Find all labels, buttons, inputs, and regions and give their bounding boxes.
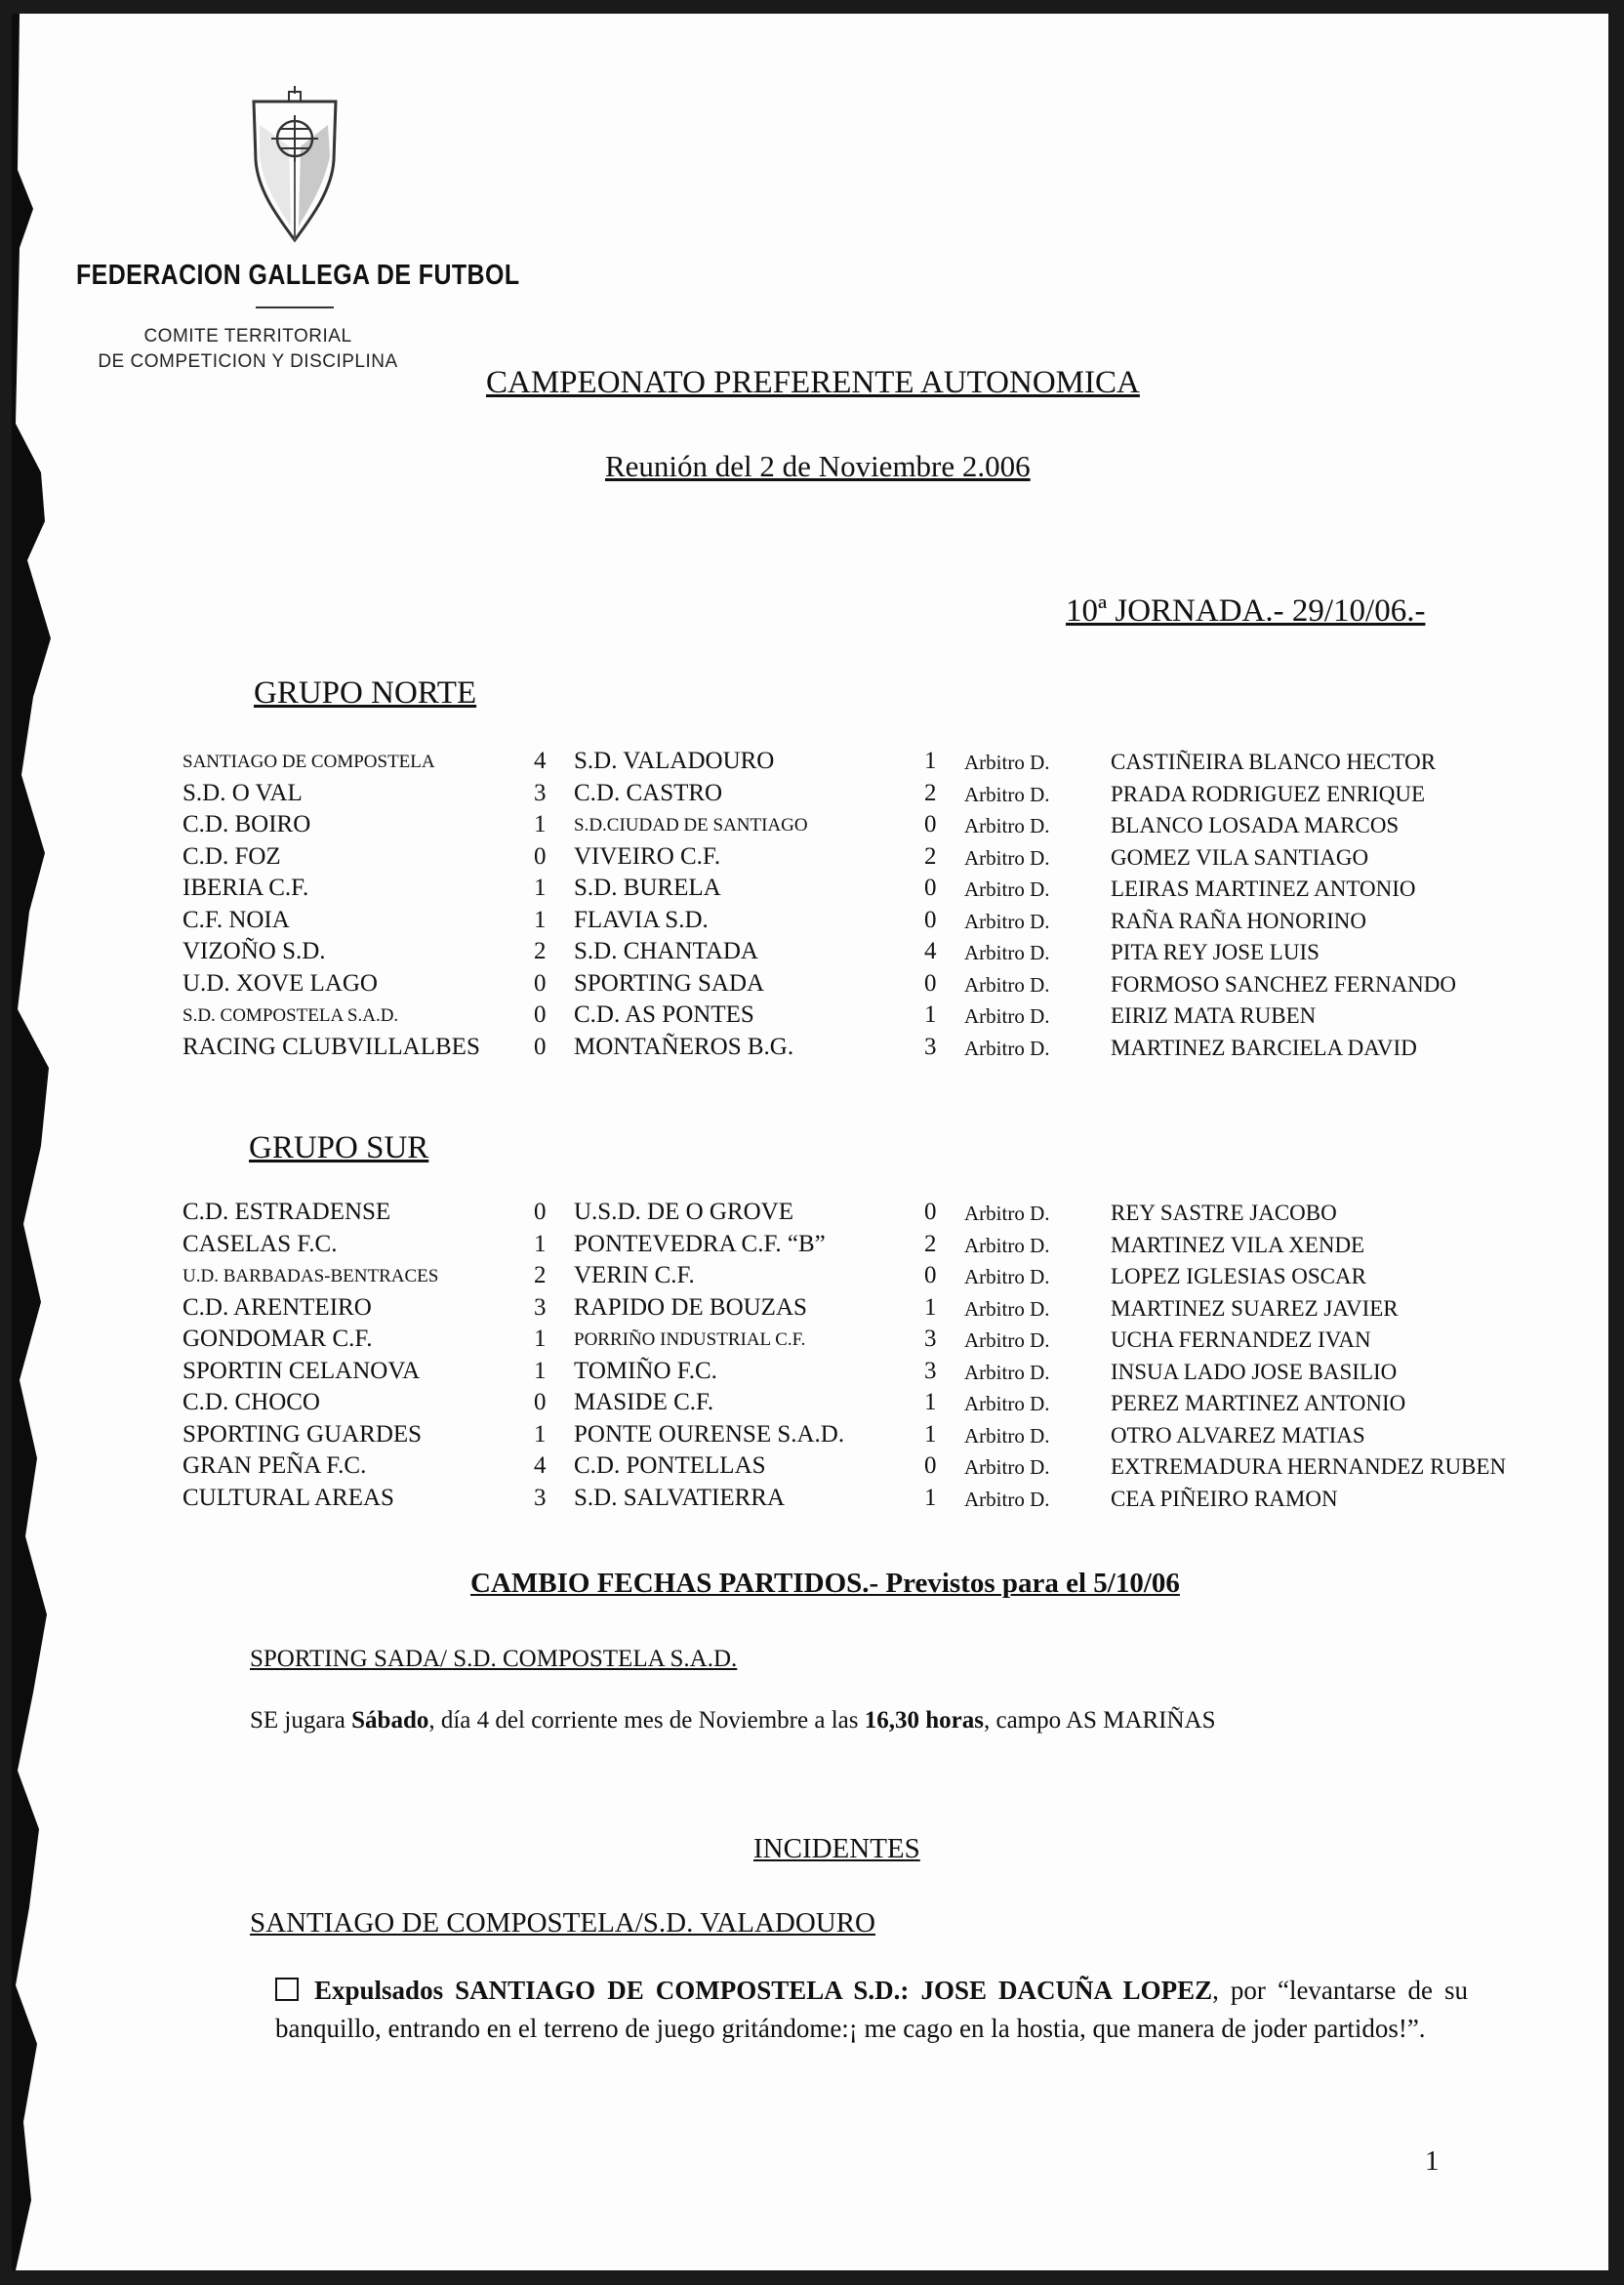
referee-name: LOPEZ IGLESIAS OSCAR <box>1111 1264 1366 1288</box>
away-score: 3 <box>924 1358 937 1384</box>
away-score: 1 <box>924 1485 937 1511</box>
home-team: S.D. COMPOSTELA S.A.D. <box>183 1005 399 1026</box>
federation-divider <box>256 306 334 308</box>
match-row <box>12 780 1608 811</box>
home-score: 1 <box>534 811 547 837</box>
referee-name: LEIRAS MARTINEZ ANTONIO <box>1111 877 1416 901</box>
home-score: 1 <box>534 907 547 933</box>
arbitro-label: Arbitro D. <box>964 1202 1050 1225</box>
away-team: C.D. PONTELLAS <box>574 1452 766 1479</box>
away-score: 4 <box>924 938 937 964</box>
away-score: 2 <box>924 780 937 806</box>
cambio-day: Sábado <box>351 1707 429 1734</box>
away-score: 2 <box>924 843 937 870</box>
home-team: S.D. O VAL <box>183 780 303 806</box>
home-score: 4 <box>534 1452 547 1479</box>
home-score: 0 <box>534 1389 547 1415</box>
away-score: 1 <box>924 1389 937 1415</box>
away-team: TOMIÑO F.C. <box>574 1358 717 1384</box>
page-number: 1 <box>1425 2145 1440 2177</box>
away-score: 3 <box>924 1326 937 1352</box>
home-team: GRAN PEÑA F.C. <box>183 1452 367 1479</box>
checkbox-bullet-icon <box>275 1978 299 2001</box>
home-team: SANTIAGO DE COMPOSTELA <box>183 752 435 772</box>
away-team: FLAVIA S.D. <box>574 907 709 933</box>
match-row <box>12 970 1608 1001</box>
away-team: S.D. BURELA <box>574 875 721 901</box>
referee-name: CASTIÑEIRA BLANCO HECTOR <box>1111 750 1437 774</box>
home-team: C.D. ESTRADENSE <box>183 1199 391 1225</box>
match-row <box>12 1231 1608 1262</box>
referee-name: OTRO ALVAREZ MATIAS <box>1111 1423 1365 1448</box>
home-team: SPORTIN CELANOVA <box>183 1358 421 1384</box>
away-score: 0 <box>924 875 937 901</box>
home-team: C.D. FOZ <box>183 843 281 870</box>
arbitro-label: Arbitro D. <box>964 1455 1050 1479</box>
arbitro-label: Arbitro D. <box>964 1392 1050 1415</box>
home-team: CULTURAL AREAS <box>183 1485 394 1511</box>
arbitro-label: Arbitro D. <box>964 1328 1050 1352</box>
grupo-sur-title: GRUPO SUR <box>249 1130 429 1165</box>
away-score: 3 <box>924 1034 937 1060</box>
cambio-text-3: , campo AS MARIÑAS <box>983 1707 1216 1734</box>
away-score: 2 <box>924 1231 937 1257</box>
home-score: 1 <box>534 1421 547 1448</box>
arbitro-label: Arbitro D. <box>964 1361 1050 1384</box>
match-row <box>12 907 1608 938</box>
committee-name <box>62 324 433 375</box>
home-team: IBERIA C.F. <box>183 875 309 901</box>
arbitro-label: Arbitro D. <box>964 751 1050 774</box>
home-team: RACING CLUBVILLALBES <box>183 1034 480 1060</box>
arbitro-label: Arbitro D. <box>964 814 1050 837</box>
home-team: C.D. ARENTEIRO <box>183 1294 372 1321</box>
away-team: PONTE OURENSE S.A.D. <box>574 1421 845 1448</box>
home-score: 1 <box>534 1231 547 1257</box>
match-row <box>12 1199 1608 1230</box>
home-team: U.D. BARBADAS-BENTRACES <box>183 1266 439 1286</box>
away-score: 1 <box>924 748 937 774</box>
away-score: 0 <box>924 811 937 837</box>
referee-name: GOMEZ VILA SANTIAGO <box>1111 845 1369 870</box>
referee-name: PEREZ MARTINEZ ANTONIO <box>1111 1391 1406 1415</box>
cambio-details <box>250 1707 1215 1734</box>
home-score: 1 <box>534 1326 547 1352</box>
arbitro-label: Arbitro D. <box>964 846 1050 870</box>
away-team: VIVEIRO C.F. <box>574 843 721 870</box>
match-row <box>12 1358 1608 1389</box>
away-team: S.D. CHANTADA <box>574 938 758 964</box>
arbitro-label: Arbitro D. <box>964 1488 1050 1511</box>
torn-left-edge <box>12 14 70 2270</box>
cambio-match: SPORTING SADA/ S.D. COMPOSTELA S.A.D. <box>250 1646 738 1672</box>
home-score: 2 <box>534 938 547 964</box>
cambio-time: 16,30 horas <box>864 1707 984 1734</box>
away-team: RAPIDO DE BOUZAS <box>574 1294 807 1321</box>
home-score: 4 <box>534 748 547 774</box>
match-row <box>12 748 1608 779</box>
home-score: 2 <box>534 1262 547 1288</box>
away-team: C.D. AS PONTES <box>574 1001 754 1028</box>
arbitro-label: Arbitro D. <box>964 1265 1050 1288</box>
home-team: C.F. NOIA <box>183 907 290 933</box>
away-team: U.S.D. DE O GROVE <box>574 1199 793 1225</box>
referee-name: MARTINEZ SUAREZ JAVIER <box>1111 1296 1399 1321</box>
home-team: C.D. BOIRO <box>183 811 311 837</box>
away-score: 0 <box>924 1199 937 1225</box>
away-score: 0 <box>924 1262 937 1288</box>
home-score: 1 <box>534 875 547 901</box>
away-team: SPORTING SADA <box>574 970 765 997</box>
home-score: 0 <box>534 970 547 997</box>
home-team: U.D. XOVE LAGO <box>183 970 378 997</box>
match-row <box>12 1452 1608 1484</box>
committee-line-1: COMITE TERRITORIAL <box>143 326 352 347</box>
match-row <box>12 1326 1608 1357</box>
arbitro-label: Arbitro D. <box>964 877 1050 901</box>
arbitro-label: Arbitro D. <box>964 1004 1050 1028</box>
grupo-norte-title: GRUPO NORTE <box>254 675 477 711</box>
away-score: 1 <box>924 1421 937 1448</box>
referee-name: FORMOSO SANCHEZ FERNANDO <box>1111 972 1456 997</box>
home-team: GONDOMAR C.F. <box>183 1326 373 1352</box>
away-team: MONTAÑEROS B.G. <box>574 1034 794 1060</box>
match-row <box>12 1389 1608 1420</box>
referee-name: RAÑA RAÑA HONORINO <box>1111 909 1366 933</box>
match-row <box>12 811 1608 842</box>
away-team: S.D. SALVATIERRA <box>574 1485 786 1511</box>
arbitro-label: Arbitro D. <box>964 941 1050 964</box>
home-team: SPORTING GUARDES <box>183 1421 423 1448</box>
away-score: 0 <box>924 970 937 997</box>
match-row <box>12 1034 1608 1065</box>
away-team: S.D. VALADOURO <box>574 748 775 774</box>
match-row <box>12 1001 1608 1033</box>
away-team: VERIN C.F. <box>574 1262 695 1288</box>
away-team: MASIDE C.F. <box>574 1389 714 1415</box>
referee-name: EXTREMADURA HERNANDEZ RUBEN <box>1111 1454 1507 1479</box>
incidente-expulsados: Expulsados SANTIAGO DE COMPOSTELA S.D.: JOSE DACUÑA LOPEZ <box>314 1976 1213 2005</box>
arbitro-label: Arbitro D. <box>964 783 1050 806</box>
federation-name: FEDERACION GALLEGA DE FUTBOL <box>76 260 520 291</box>
home-score: 3 <box>534 780 547 806</box>
jornada-heading: 10ª JORNADA.- 29/10/06.- <box>1066 593 1426 629</box>
home-score: 0 <box>534 1001 547 1028</box>
referee-name: REY SASTRE JACOBO <box>1111 1201 1337 1225</box>
referee-name: PITA REY JOSE LUIS <box>1111 940 1320 964</box>
incidente-match: SANTIAGO DE COMPOSTELA/S.D. VALADOURO <box>250 1907 876 1938</box>
arbitro-label: Arbitro D. <box>964 1234 1050 1257</box>
away-team: S.D.CIUDAD DE SANTIAGO <box>574 815 808 836</box>
home-score: 0 <box>534 1199 547 1225</box>
home-score: 1 <box>534 1358 547 1384</box>
incidentes-title: INCIDENTES <box>753 1833 920 1864</box>
arbitro-label: Arbitro D. <box>964 1037 1050 1060</box>
incidente-text: , por “levantarse de su banquillo, entrando en el terreno de juego gritándome:¡ me cago en la hostia, que manera de joder partidos!”. <box>275 1976 1468 2043</box>
referee-name: INSUA LADO JOSE BASILIO <box>1111 1360 1398 1384</box>
match-row <box>12 1421 1608 1452</box>
meeting-date: Reunión del 2 de Noviembre 2.006 <box>605 449 1031 483</box>
match-row <box>12 875 1608 906</box>
arbitro-label: Arbitro D. <box>964 910 1050 933</box>
referee-name: CEA PIÑEIRO RAMON <box>1111 1487 1338 1511</box>
home-score: 3 <box>534 1485 547 1511</box>
arbitro-label: Arbitro D. <box>964 1424 1050 1448</box>
home-team: C.D. CHOCO <box>183 1389 320 1415</box>
away-score: 1 <box>924 1001 937 1028</box>
document-title: CAMPEONATO PREFERENTE AUTONOMICA <box>486 365 1140 400</box>
away-score: 0 <box>924 1452 937 1479</box>
home-score: 0 <box>534 1034 547 1060</box>
federation-shield-logo <box>246 84 344 244</box>
match-row <box>12 843 1608 875</box>
referee-name: BLANCO LOSADA MARCOS <box>1111 813 1400 837</box>
referee-name: MARTINEZ VILA XENDE <box>1111 1233 1365 1257</box>
referee-name: MARTINEZ BARCIELA DAVID <box>1111 1036 1417 1060</box>
committee-line-2: DE COMPETICION Y DISCIPLINA <box>98 351 398 372</box>
cambio-fechas-title: CAMBIO FECHAS PARTIDOS.- Previstos para el 5/10/06 <box>470 1568 1180 1599</box>
away-team: PORRIÑO INDUSTRIAL C.F. <box>574 1329 806 1350</box>
cambio-text-1: SE jugara <box>250 1707 352 1734</box>
match-row <box>12 938 1608 969</box>
arbitro-label: Arbitro D. <box>964 1297 1050 1321</box>
away-team: C.D. CASTRO <box>574 780 723 806</box>
home-team: CASELAS F.C. <box>183 1231 338 1257</box>
referee-name: EIRIZ MATA RUBEN <box>1111 1003 1317 1028</box>
referee-name: UCHA FERNANDEZ IVAN <box>1111 1327 1371 1352</box>
home-score: 0 <box>534 843 547 870</box>
incidente-paragraph <box>275 1972 1468 2048</box>
away-score: 1 <box>924 1294 937 1321</box>
home-score: 3 <box>534 1294 547 1321</box>
referee-name: PRADA RODRIGUEZ ENRIQUE <box>1111 782 1425 806</box>
home-team: VIZOÑO S.D. <box>183 938 326 964</box>
match-row <box>12 1485 1608 1516</box>
match-row <box>12 1294 1608 1326</box>
document-page <box>12 14 1608 2270</box>
away-team: PONTEVEDRA C.F. “B” <box>574 1231 826 1257</box>
cambio-text-2: , día 4 del corriente mes de Noviembre a las <box>428 1707 865 1734</box>
away-score: 0 <box>924 907 937 933</box>
match-row <box>12 1262 1608 1293</box>
arbitro-label: Arbitro D. <box>964 973 1050 997</box>
